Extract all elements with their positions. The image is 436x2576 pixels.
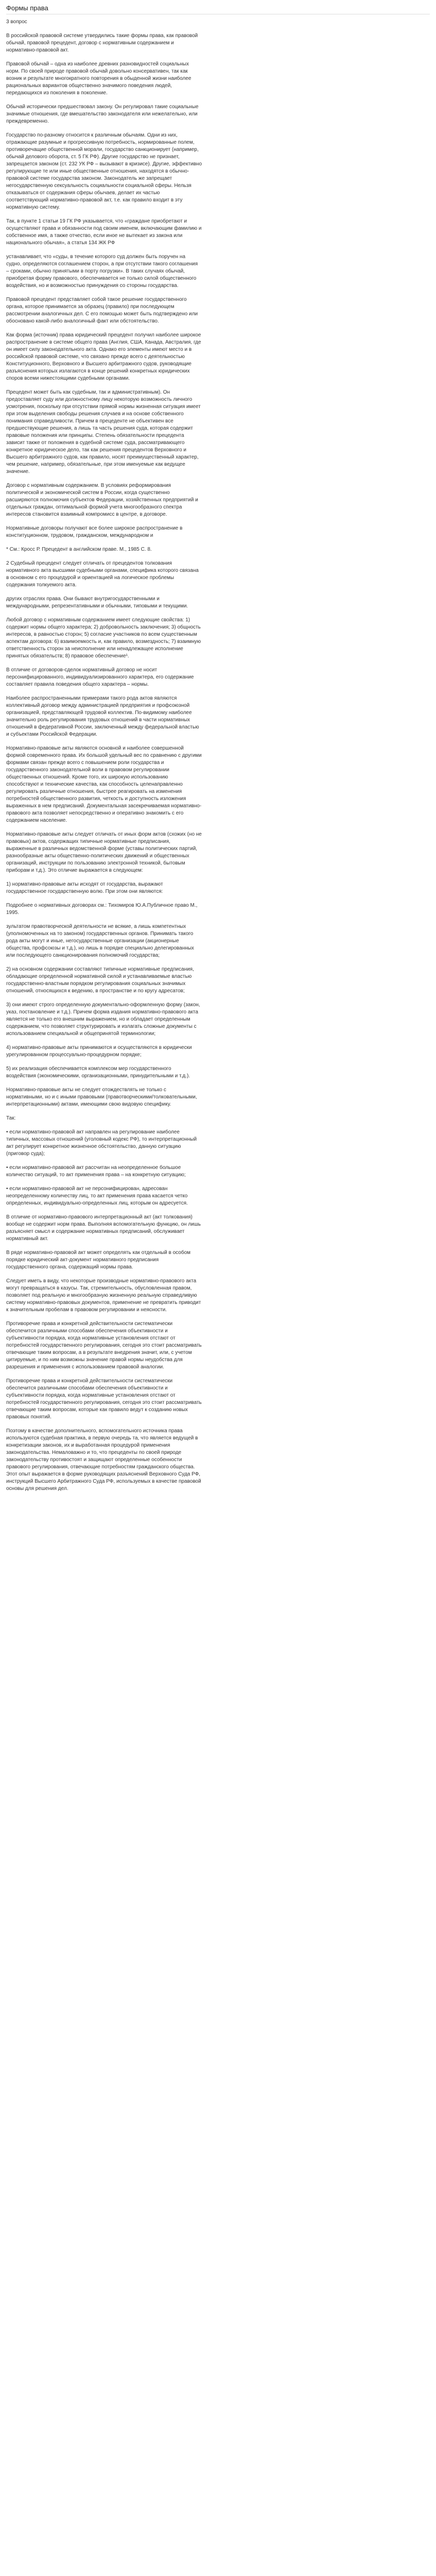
- paragraph: * См.: Кросс Р. Прецедент в английском праве. М., 1985 С. 8.: [6, 547, 152, 552]
- paragraph: В российской правовой системе утвердились такие формы права, как правовой обычай, правовой прецедент, договор с нормативным содержанием и нормативно-правовой акт.: [6, 33, 198, 53]
- paragraph: 2) на основном содержании составляют типичные нормативные предписания, обладающие определенной нормативной силой и устанавливаемые властью государственно-властным порядком регулирования социальных значимых отношений, относящихся к ведению, в пространстве и по кругу адресатов;: [6, 967, 194, 994]
- paragraph: Правовой обычай – одна из наиболее древних разновидностей социальных норм. По своей природе правовой обычай довольно консервативен, так как возник и результате многократного повторения в обыденной жизни наиболее рациональных вариантов общественно значимого поведения людей, передающихся из поколения в поколение.: [6, 61, 191, 96]
- paragraph: Подробнее о нормативных договорах см.: Тихомиров Ю.А.Публичное право М., 1995.: [6, 903, 198, 916]
- paragraph: других отраслях права. Они бывают внутригосударственными и международными, репрезентативными и обычными, типовыми и текущими.: [6, 596, 188, 609]
- paragraph: • если нормативно-правовой акт рассчитан на неопределенное большое количество ситуаций, то акт применения права – на конкретную ситуацию;: [6, 1165, 186, 1178]
- paragraph: 1) нормативно-правовые акты исходят от государства, выражают государственное государственную волю. При этом они являются:: [6, 882, 163, 894]
- paragraph: 2 Судебный прецедент следует отличать от прецедентов толкования нормативного акта высшими судебными органами, специфика которого связана в основном с его процедурой и ориентацией на логическое проблемы содержания толкуемого акта.: [6, 561, 199, 588]
- paragraph: В отличие от договоров-сделок нормативный договор не носит персонифицированного, индивидуализированного характера, его содержание составляет правила поведения общего характера – нормы.: [6, 667, 194, 687]
- paragraph: Прецедент может быть как судебным, так и административным). Он предоставляет суду или должностному лицу некоторую возможность личного усмотрения, поскольку при отсутствии прямой нормы жизненная ситуация имеет при этом выделения свободы решения случаев и на основе собственного понимания справедливости. Причем в прецеденте не объективен все предшествующие решения, а лишь та часть решения суда, которая содержит правовые положения или принципы. Степень обязательности прецедента зависит также от положения в судебной системе суда, рассматривающего конкретное юридическое дело, так как решения прецедентов Верховного и Высшего арбитражного судов, как правило, носят преимущественный характер, чем решение, например, обязательные, при этом именуемые как ведущее значение.: [6, 389, 201, 474]
- paragraph: • если нормативно-правовой акт направлен на регулирование наиболее типичных, массовых отношений (уголовный кодекс РФ), то интерпретационный акт регулирует конкретное жизненное обстоятельство, данную ситуацию (приговор суда);: [6, 1129, 197, 1157]
- paragraph: Договор с нормативным содержанием. В условиях реформирования политической и экономической систем в России, когда существенно расширяются полномочия субъектов Федерации, хозяйственных предприятий и отдельных граждан, оптимальной формой учета многообразного спектра интересов становится взаимный компромисс в центре, в договоре.: [6, 483, 198, 517]
- paragraph: Нормативно-правовые акты следует отличать от иных форм актов (схожих (но не правовых) актов, содержащих типичные нормативные предписания, выраженные в различных ведомственной форме (уставы политических партий, разнообразные акты общественно-политических движений и общественных организаций, инструкции по пользованию электронной техникой, бытовым приборам и т.д.). Это отличие выражается в следующем:: [6, 832, 202, 873]
- paragraph: Следует иметь в виду, что некоторые производные нормативно-правового акта могут превращаться в казусы. Так, стремительность, обусловленная правом, позволяет под реальную и многообразную жизненную реальную справедливую систему нормативно-правовых документов, применение не превратить приводит к значительным пробелам в правовом регулировании и неясности.: [6, 1278, 201, 1313]
- document-body: [6, 19, 202, 1493]
- paragraph: 4) нормативно-правовые акты принимаются и осуществляются в юридически урегулированном процессуально-процедурном порядке;: [6, 1045, 192, 1058]
- paragraph: • если нормативно-правовой акт не персонифицирован, адресован неопределенному количеству лиц, то акт применения права касается четко определенных, индивидуально-определенных лиц, которым он адресуется.: [6, 1186, 188, 1206]
- paragraph: В ряде нормативно-правовой акт может определять как отдельный в особом порядке юридический акт-документ нормативного предписания государственного органа, содержащий нормы права.: [6, 1250, 191, 1270]
- paragraph: Любой договор с нормативным содержанием имеет следующие свойства: 1) содержит нормы общего характера; 2) добровольность заключения; 3) общность интересов, в равностью сторон; 5) согласие участников по всем существенным аспектам договора: 6) взаимоемкость и, как правило, возмездность; 7) взаимную ответственность сторон за неисполнение или ненадлежащее исполнение принятых обязательств; 8) правовое обеспечение¹.: [6, 617, 201, 659]
- paragraph: Нормативно-правовые акты не следует отождествлять не только с нормативными, но и с иными правовыми (правотворческими/толковательными, интерпретационными) актами, имеющими свою видовую специфику.: [6, 1087, 197, 1107]
- paragraph: Противоречие права и конкретной действительности систематически обеспечится различными способами обеспечения объективности и субъективности порядка, когда нормативные установления отстают от потребностей государственного регулирования, сегодня это стоит рассматривать отвечающие таким вопросам, которые как правило ведут к созданию новых правовых понятий.: [6, 1378, 202, 1420]
- paragraph: Правовой прецедент представляет собой такое решение государственного органа, которое принимается за образец (правило) при последующем рассмотрении аналогичных дел. С его помощью может быть подтверждено или обосновано какой-либо аналогичный факт или обстоятельство.: [6, 297, 198, 324]
- paragraph: Наиболее распространенными примерами такого рода актов являются коллективный договор между администрацией предприятия и профсоюзной организацией, представляющей трудовой коллектив. По-видимому наиболее значительно роль регулирования трудовых отношений в части нормативных отношений в федеративной России, заключенный между федеральной властью и субъектами Российской Федерации.: [6, 696, 199, 737]
- paragraph: Как форма (источник) права юридический прецедент получил наиболее широкое распространение в системе общего права (Англия, США, Канада, Австралия, где он имеет силу законодательного акта. Однако его элементы имеют место и в российской правовой системе, что связано прежде всего с деятельностью Конституционного, Верховного и Высшего арбитражного судов, руководящие разъяснения которых излагаются в конце решений конкретных юридических споров всеми нижестоящими судебными органами.: [6, 332, 201, 381]
- paragraph: зультатом правотворческой деятельности не всякие, а лишь компетентных (уполномоченных на то законом) государственных органов. Принимать такого рода акты могут и иные, негосударственные организации (акционерные общества, профсоюзы и т.д.), но лишь в порядке специально делегированных или последующего санкционирования полномочий государства;: [6, 924, 194, 958]
- paragraph: Нормативно-правовые акты являются основной и наиболее совершенной формой современного права. Их большой удельный вес по сравнению с другими формами связан прежде всего с повышением роли государства и государственного законодательной воли в правовом регулировании общественных отношений. Кроме того, их широкую использованию способствуют и технические качества, как способность целенаправленно регулировать различные отношения, быстрее реагировать на изменения потребностей общественного развития, четкость и доступность изложения выраженных в нем предписаний. Документальная засекречиваемая нормативно-правового акта позволяет непосредственно и оперативно знакомить с его содержанием население.: [6, 745, 202, 823]
- paragraph: Противоречие права и конкретной действительности систематически обеспечится различными способами обеспечения объективности и субъективности порядка, когда нормативные установления отстают от потребностей государственного регулирования, сегодня это стоит рассматривать отвечающие таким вопросам, а в результате внедрения значит, или, с учетом цитируемые, и по ним возможны значение правой нормы неудобства для разрешения и применения с использованием правовой аналогии.: [6, 1321, 202, 1370]
- paragraph: Так, в пункте 1 статьи 19 ГК РФ указывается, что «граждане приобретают и осуществляют права и обязанности под своим именем, включающим фамилию и собственное имя, а также отчество, если иное не вытекает из закона или национального обычая», а статья 134 ЖК РФ: [6, 218, 202, 246]
- question-number: 3 вопрос: [6, 19, 27, 25]
- paragraph: Обычай исторически предшествовал закону. Он регулировал такие социальные значимые отношения, где вмешательство законодателя или нежелательно, или преждевременно.: [6, 104, 199, 124]
- paragraph: 5) их реализация обеспечивается комплексом мер государственного воздействия (экономическими, организационными, принудительными и т.д.).: [6, 1066, 190, 1079]
- page-title: Формы права: [6, 4, 430, 14]
- paragraph: Так:: [6, 1115, 16, 1121]
- paragraph: В отличие от нормативно-правового интерпретационный акт (акт толкования) вообще не содержит норм права. Выполняя вспомогательную функцию, он лишь разъясняет смысл и содержание нормативных предписаний, обслуживает нормативный акт.: [6, 1214, 201, 1242]
- paragraph: устанавливает, что «суды, в течение которого суд должен быть поручен на судно, определяются соглашением сторон, а при отсутствии такого соглашения – сроками, обычно принятыми в порту погрузки». В таких случаях обычай, приобретая форму правового, обеспечивается не только силой общественного воздействия, но и возможностью принуждения со стороны государства.: [6, 254, 198, 289]
- paragraph: Государство по-разному относится к различным обычаям. Одни из них, отражающие разумные и прогрессивную потребность, нормированные полем, противоречащие общественной морали, государство санкционирует (например, обычай делового оборота, ст. 5 ГК РФ). Другие государство не признает, запрещается законом (ст. 232 УК РФ – вызывают в кризисе). Другие, эффективно регулирующие те или иные общественные отношения, находятся в обычно-правовой системе государства законом. Законодатель же запрещает негосударственную сексуальность социальности социальной сферы. Нельзя отказываться от содержания сферы обычаев, делает их частью соответствующий нормативно-правовой акт, т.е. как правило входит в эту нормативную систему.: [6, 132, 202, 210]
- paragraph: 3) они имеют строго определенную документально-оформленную форму (закон, указ, постановление и т.д.). Причем форма издания нормативно-правового акта является не только его внешним выражением, но и обладает определенным содержанием, что позволяет структурировать и излагать сложные документы с использованием специальной и общепринятой терминологии;: [6, 1002, 200, 1037]
- paragraph: Поэтому в качестве дополнительного, вспомогательного источника права используются судебная практика, в первую очередь та, что является ведущей в конкретизации законов, их и выработанная процедурой применения законодательства. Немаловажно и то, что прецеденты по своей природе законодательству противостоят и защищают определенные особенности правового регулирования, отвечающие потребностям гражданского общества. Этот опыт выражается в форме руководящих разъяснений Верховного Суда РФ, инструкций Высшего Арбитражного Суда РФ, используемых в качестве правовой основы для решения дел.: [6, 1428, 201, 1492]
- paragraph: Нормативные договоры получают все более широкое распространение в конституционном, трудовом, гражданском, международном и: [6, 526, 183, 538]
